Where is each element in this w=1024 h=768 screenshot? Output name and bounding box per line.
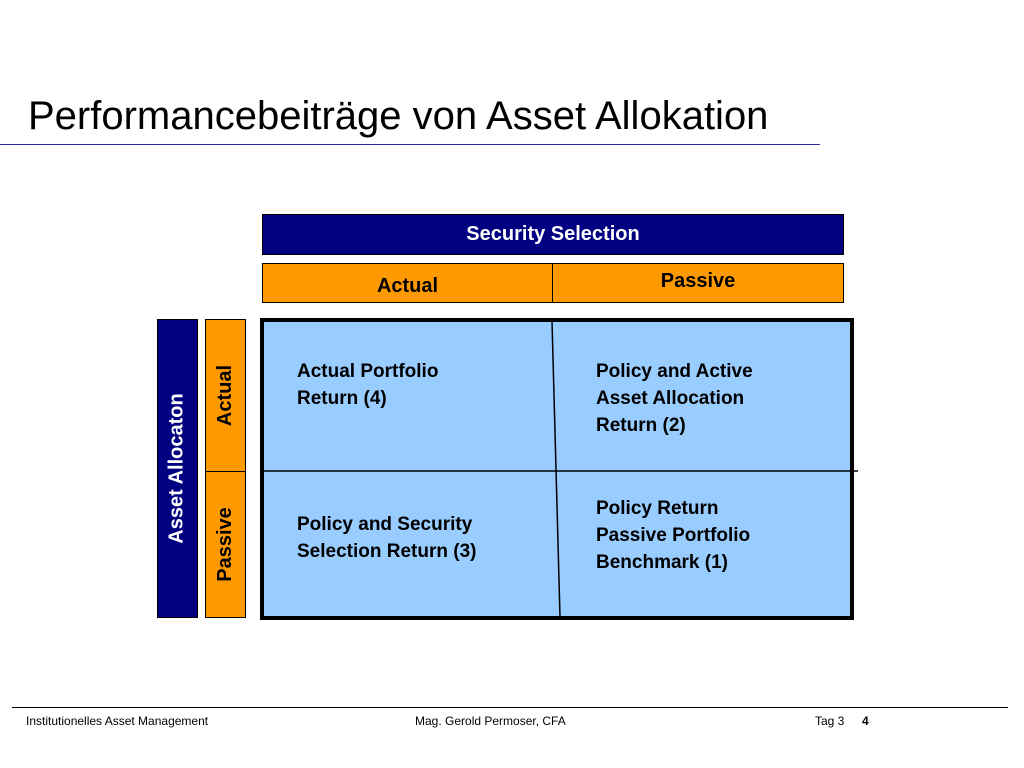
footer-author: Mag. Gerold Permoser, CFA (415, 714, 566, 728)
matrix-vertical-divider (552, 321, 560, 617)
cell-passive-actual (297, 511, 476, 565)
footer-page-number: 4 (862, 714, 869, 728)
footer-divider (12, 707, 1008, 708)
security-selection-label: Security Selection (466, 223, 640, 245)
cell-line: Policy Return (596, 498, 719, 519)
cell-actual-passive (596, 358, 753, 439)
cell-line: Return (4) (297, 388, 387, 409)
cell-line: Return (2) (596, 415, 686, 436)
cell-line: Benchmark (1) (596, 552, 728, 573)
cell-line: Passive Portfolio (596, 525, 751, 546)
footer-course: Institutionelles Asset Management (26, 714, 209, 728)
cell-line: Selection Return (3) (297, 541, 477, 562)
asset-allocation-label: Asset Allocaton (166, 393, 188, 544)
row-passive-label: Passive (214, 507, 237, 582)
cell-line: Actual Portfolio (297, 361, 439, 382)
cell-line: Policy and Active (596, 361, 753, 382)
slide-title: Performancebeiträge von Asset Allokation (28, 94, 769, 138)
cell-line: Asset Allocation (596, 388, 745, 409)
cell-passive-passive (596, 495, 750, 576)
column-passive-label: Passive (660, 269, 736, 292)
column-actual-label: Actual (376, 274, 439, 297)
footer-day: Tag 3 (815, 714, 845, 728)
row-actual-label: Actual (214, 364, 236, 427)
cell-line: Policy and Security (297, 514, 473, 535)
cell-actual-actual (297, 358, 438, 412)
